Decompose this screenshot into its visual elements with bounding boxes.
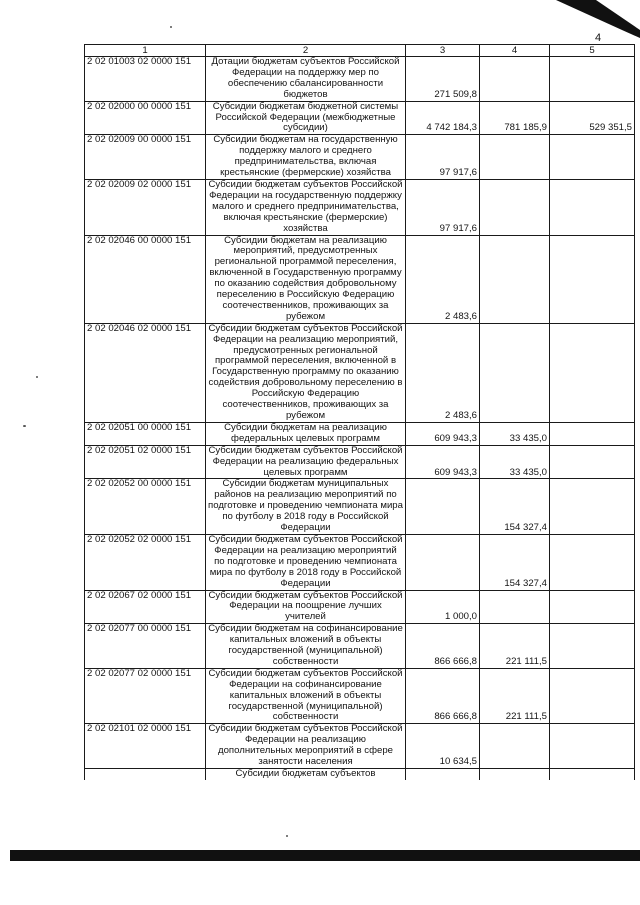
amount-col4: 221 111,5	[480, 668, 550, 724]
amount-col4: 33 435,0	[480, 445, 550, 479]
scan-speck	[170, 26, 172, 28]
row-description: Субсидии бюджетам субъектов Российской Федерации на государственную поддержку малого и среднего предпринимательства, включая крестьянские (фермерские) хозяйства	[206, 179, 406, 235]
budget-code: 2 02 02046 00 0000 151	[85, 235, 206, 323]
amount-col5	[550, 179, 635, 235]
amount-col4: 33 435,0	[480, 422, 550, 445]
col-header-2: 2	[206, 45, 406, 57]
amount-col3	[406, 479, 480, 535]
budget-code: 2 02 02051 02 0000 151	[85, 445, 206, 479]
amount-col5: 529 351,5	[550, 101, 635, 135]
amount-col4: 221 111,5	[480, 624, 550, 669]
col-header-3: 3	[406, 45, 480, 57]
table-row	[85, 135, 635, 180]
amount-col3: 97 917,6	[406, 179, 480, 235]
amount-col5	[550, 479, 635, 535]
row-description: Субсидии бюджетам субъектов Российской Федерации на поощрение лучших учителей	[206, 590, 406, 624]
budget-code: 2 02 02067 02 0000 151	[85, 590, 206, 624]
scan-speck	[36, 376, 38, 378]
amount-col4	[480, 235, 550, 323]
amount-col4	[480, 769, 550, 780]
row-description: Субсидии бюджетам на софинансирование капитальных вложений в объекты государственной (муниципальной) собственности	[206, 624, 406, 669]
table-row	[85, 235, 635, 323]
table-row	[85, 624, 635, 669]
amount-col5	[550, 668, 635, 724]
scan-speck	[286, 835, 288, 837]
budget-code: 2 02 02051 00 0000 151	[85, 422, 206, 445]
amount-col4	[480, 724, 550, 769]
table-row	[85, 323, 635, 422]
table-row	[85, 479, 635, 535]
budget-code: 2 02 02052 00 0000 151	[85, 479, 206, 535]
table-row	[85, 57, 635, 102]
budget-code: 2 02 02101 02 0000 151	[85, 724, 206, 769]
amount-col3: 271 509,8	[406, 57, 480, 102]
row-description: Субсидии бюджетам на государственную поддержку малого и среднего предпринимательства, включая крестьянские (фермерские) хозяйства	[206, 135, 406, 180]
amount-col3: 609 943,3	[406, 445, 480, 479]
row-description: Субсидии бюджетам на реализацию федеральных целевых программ	[206, 422, 406, 445]
row-description: Субсидии бюджетам субъектов Российской Федерации на реализацию мероприятий, предусмотренных региональной программой переселения, включенной в Государственную программу по оказанию содействия добровольному переселению в Российскую Федерацию соотечественников, проживающих за рубежом	[206, 323, 406, 422]
amount-col5	[550, 135, 635, 180]
amount-col3: 2 483,6	[406, 323, 480, 422]
table-row	[85, 590, 635, 624]
page-number: 4	[595, 32, 602, 44]
budget-code: 2 02 02046 02 0000 151	[85, 323, 206, 422]
scan-speck	[23, 425, 26, 427]
row-description: Субсидии бюджетам субъектов Российской Федерации на реализацию федеральных целевых программ	[206, 445, 406, 479]
amount-col5	[550, 57, 635, 102]
budget-code: 2 02 01003 02 0000 151	[85, 57, 206, 102]
amount-col3: 10 634,5	[406, 724, 480, 769]
budget-code: 2 02 02077 00 0000 151	[85, 624, 206, 669]
amount-col4: 781 185,9	[480, 101, 550, 135]
budget-code: 2 02 02009 02 0000 151	[85, 179, 206, 235]
table-row	[85, 101, 635, 135]
budget-code: 2 02 02000 00 0000 151	[85, 101, 206, 135]
table-header-row	[85, 45, 635, 57]
amount-col5	[550, 445, 635, 479]
amount-col4	[480, 590, 550, 624]
table-row	[85, 668, 635, 724]
table-row-partial	[85, 769, 635, 780]
row-description: Субсидии бюджетам бюджетной системы Российской Федерации (межбюджетные субсидии)	[206, 101, 406, 135]
row-description: Дотации бюджетам субъектов Российской Федерации на поддержку мер по обеспечению сбалансированности бюджетов	[206, 57, 406, 102]
amount-col4	[480, 57, 550, 102]
amount-col3: 866 666,8	[406, 668, 480, 724]
amount-col3: 2 483,6	[406, 235, 480, 323]
budget-code: 2 02 02052 02 0000 151	[85, 534, 206, 590]
col-header-5: 5	[550, 45, 635, 57]
amount-col4: 154 327,4	[480, 479, 550, 535]
row-description: Субсидии бюджетам муниципальных районов на реализацию мероприятий по подготовке и проведению чемпионата мира по футболу в 2018 году в Российской Федерации	[206, 479, 406, 535]
amount-col5	[550, 422, 635, 445]
amount-col5	[550, 323, 635, 422]
amount-col5	[550, 235, 635, 323]
scan-corner-mark	[556, 0, 640, 40]
amount-col3: 97 917,6	[406, 135, 480, 180]
col-header-1: 1	[85, 45, 206, 57]
amount-col3: 4 742 184,3	[406, 101, 480, 135]
amount-col5	[550, 769, 635, 780]
row-description: Субсидии бюджетам субъектов Российской Федерации на реализацию дополнительных мероприятий в сфере занятости населения	[206, 724, 406, 769]
row-description: Субсидии бюджетам субъектов	[206, 769, 406, 780]
amount-col3	[406, 769, 480, 780]
budget-table	[84, 44, 635, 780]
amount-col3: 1 000,0	[406, 590, 480, 624]
amount-col3: 609 943,3	[406, 422, 480, 445]
budget-code: 2 02 02009 00 0000 151	[85, 135, 206, 180]
amount-col4	[480, 323, 550, 422]
amount-col4	[480, 135, 550, 180]
row-description: Субсидии бюджетам на реализацию мероприятий, предусмотренных региональной программой переселения, включенной в Государственную программу по оказанию содействия добровольному переселению в Российскую Федерацию соотечественников, проживающих за рубежом	[206, 235, 406, 323]
amount-col4	[480, 179, 550, 235]
amount-col4: 154 327,4	[480, 534, 550, 590]
amount-col5	[550, 590, 635, 624]
budget-code	[85, 769, 206, 780]
col-header-4: 4	[480, 45, 550, 57]
amount-col5	[550, 724, 635, 769]
budget-code: 2 02 02077 02 0000 151	[85, 668, 206, 724]
amount-col3	[406, 534, 480, 590]
table-row	[85, 724, 635, 769]
scan-bottom-edge	[10, 850, 640, 861]
table-row	[85, 445, 635, 479]
amount-col5	[550, 624, 635, 669]
amount-col5	[550, 534, 635, 590]
table-row	[85, 179, 635, 235]
row-description: Субсидии бюджетам субъектов Российской Федерации на реализацию мероприятий по подготовке и проведению чемпионата мира по футболу в 2018 году в Российской Федерации	[206, 534, 406, 590]
amount-col3: 866 666,8	[406, 624, 480, 669]
table-row	[85, 422, 635, 445]
table-row	[85, 534, 635, 590]
row-description: Субсидии бюджетам субъектов Российской Федерации на софинансирование капитальных вложений в объекты государственной (муниципальной) собственности	[206, 668, 406, 724]
